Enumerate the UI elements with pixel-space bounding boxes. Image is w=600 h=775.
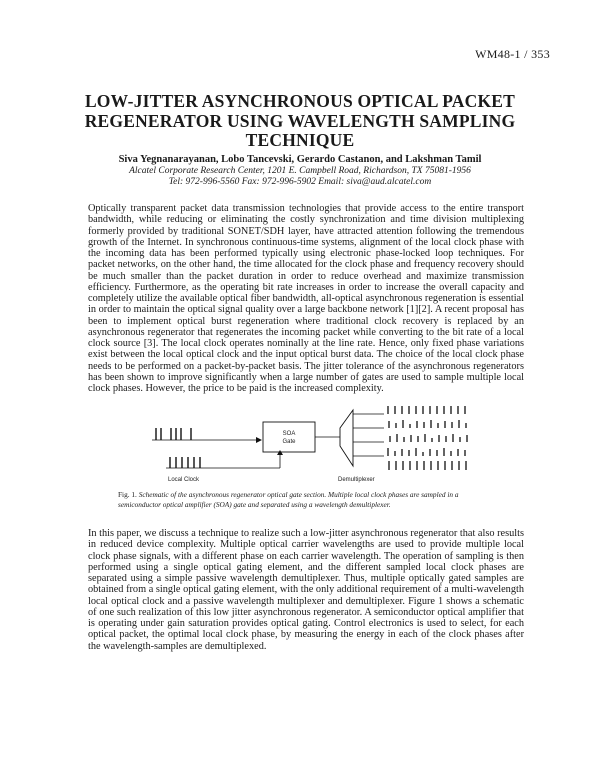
input-arrow-icon bbox=[256, 437, 262, 443]
soa-gate-box bbox=[263, 422, 315, 452]
body-paragraph-2: In this paper, we discuss a technique to realize such a low-jitter asynchronous regenerator that also results in reduced device complexity. Multiple optical carrier wavelengths are used to provide multiple local clock phase signals, with a different phase on each carrier wavelength. The operation of sampling is then performed using a single optical gating element, and the different sampled local clock phases are separated using a simple passive wavelength demultiplexer. Thus, multiple optically gated samples are obtained from a single optical gating element, with the only additional requirement of a multi-wavelength local optical clock and a passive wavelength multiplexer and demultiplexer. Figure 1 shows a schematic of one such realization of this low jitter asynchronous regenerator. A semiconductor optical amplifier that is operating under gain saturation provides optical gating. Control electronics is used to select, for each optical packet, the optimal local clock phase, by measuring the energy in each of the clock phases after the wavelength-samples are demultiplexed. bbox=[88, 528, 524, 652]
body-paragraph-1: Optically transparent packet data transmission technologies that provide access to the entire transport bandwidth, while reducing or eliminating the costly synchronization and time division multiplexing formerly provided by traditional SONET/SDH layer, have attracted attention following the tremendous growth of the Internet. In synchronous continuous-time systems, alignment of the local clock phase with the incoming data has been performed typically using electronic phase-locked loop techniques. For packet networks, on the other hand, the time allocated for the clock phase and frequency recovery should be much smaller than the packet duration in order to reduce overhead and maximize transmission efficiency. Furthermore, as the operating bit rate increases in order to increase the overall capacity and completely utilize the available optical fiber bandwidth, all-optical asynchronous regeneration is essential in order to maintain the optical signal quality over a large backbone network [1][2]. A recent proposal has been to implement optical burst regeneration where traditional clock recovery is replaced by an asynchronous regenerator that regenerates the incoming packet while converting to the bit rate of a local clock source [3]. The local clock operates nominally at the line rate. Hence, only fixed phase variations exist between the local optical clock and the input optical burst data. The choice of the local clock phase needs to be performed on a packet-by-packet basis. The jitter tolerance of the asynchronous regenerators has been shown to improve significantly when a large number of gates are used to sample multiple local clock phases. However, the price to be paid is the increased complexity. bbox=[88, 203, 524, 394]
demultiplexer-label: Demultiplexer bbox=[338, 477, 375, 483]
demultiplexer-shape bbox=[340, 410, 353, 466]
sampled-output-pulses bbox=[388, 406, 467, 470]
paper-title: LOW-JITTER ASYNCHRONOUS OPTICAL PACKET REGENERATOR USING WAVELENGTH SAMPLING TECHNIQUE bbox=[84, 91, 516, 150]
author-affiliation: Alcatel Corporate Research Center, 1201 E. Campbell Road, Richardson, TX 75081-1956 bbox=[129, 166, 471, 176]
demux-output-lines bbox=[353, 414, 384, 456]
gate-label: Gate bbox=[282, 439, 296, 445]
figure-caption-label: Fig. 1. bbox=[118, 490, 137, 499]
page-identifier: WM48-1 / 353 bbox=[475, 47, 550, 61]
figure-caption bbox=[118, 490, 498, 509]
input-pulse-train bbox=[156, 428, 191, 440]
local-clock-pulses bbox=[170, 457, 200, 468]
figure-1-schematic bbox=[148, 406, 488, 486]
author-contact: Tel: 972-996-5560 Fax: 972-996-5902 Email: siva@aud.alcatel.com bbox=[168, 177, 432, 187]
local-clock-label: Local Clock bbox=[168, 477, 200, 483]
figure-caption-text: Schematic of the asynchronous regenerator optical gate section. Multiple local clock phases are sampled in a semiconductor optical amplifier (SOA) gate and separated using a wavelength demultiplexer. bbox=[118, 490, 459, 509]
paper-authors: Siva Yegnanarayanan, Lobo Tancevski, Gerardo Castanon, and Lakshman Tamil bbox=[118, 154, 482, 165]
soa-label: SOA bbox=[282, 431, 296, 437]
